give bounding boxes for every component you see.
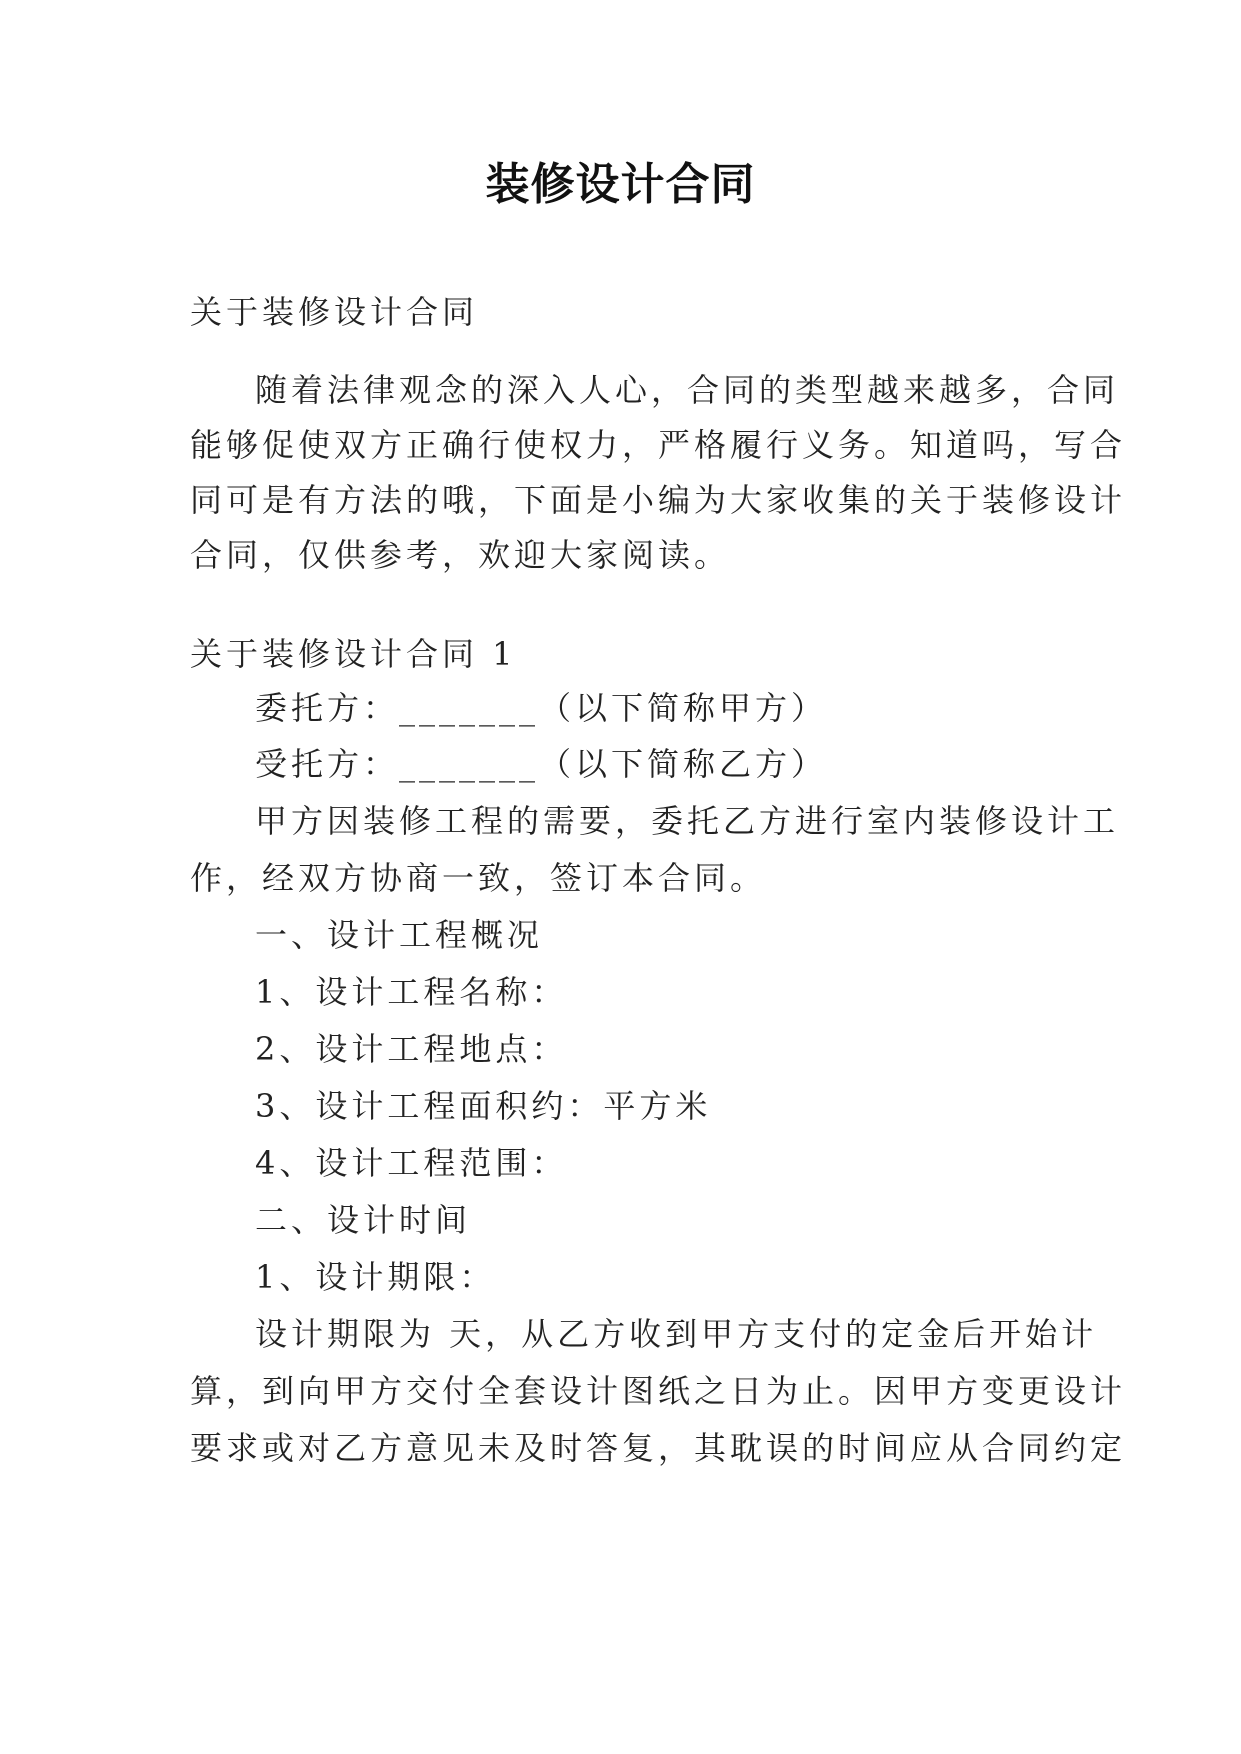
section1-item-2: 2、设计工程地点：	[255, 1030, 568, 1068]
purpose-line-1: 甲方因装修工程的需要，委托乙方进行室内装修设计工	[255, 802, 1120, 840]
document-subtitle: 关于装修设计合同	[190, 293, 479, 331]
purpose-line-2: 作，经双方协商一致，签订本合同。	[190, 859, 767, 897]
section2-heading: 二、设计时间	[255, 1201, 472, 1239]
contract-heading: 关于装修设计合同 1	[190, 635, 517, 673]
document-title: 装修设计合同	[485, 159, 756, 210]
intro-line-3: 同可是有方法的哦，下面是小编为大家收集的关于装修设计	[190, 481, 1127, 519]
party-a-line: 委托方：_______（以下简称甲方）	[255, 689, 828, 727]
section2-paragraph-line-2: 算，到向甲方交付全套设计图纸之日为止。因甲方变更设计	[190, 1372, 1127, 1410]
intro-line-4: 合同，仅供参考，欢迎大家阅读。	[190, 536, 731, 574]
intro-line-2: 能够促使双方正确行使权力，严格履行义务。知道吗，写合	[190, 426, 1127, 464]
section1-item-1: 1、设计工程名称：	[255, 973, 568, 1011]
section2-paragraph-line-3: 要求或对乙方意见未及时答复，其耽误的时间应从合同约定	[190, 1429, 1127, 1467]
section2-item-1: 1、设计期限：	[255, 1258, 496, 1296]
section1-item-4: 4、设计工程范围：	[255, 1144, 568, 1182]
party-b-line: 受托方：_______（以下简称乙方）	[255, 745, 828, 783]
section2-paragraph-line-1: 设计期限为 天，从乙方收到甲方支付的定金后开始计	[255, 1315, 1098, 1353]
section1-item-3: 3、设计工程面积约：平方米	[255, 1087, 712, 1125]
section1-heading: 一、设计工程概况	[255, 916, 544, 954]
intro-line-1: 随着法律观念的深入人心，合同的类型越来越多，合同	[255, 371, 1120, 409]
